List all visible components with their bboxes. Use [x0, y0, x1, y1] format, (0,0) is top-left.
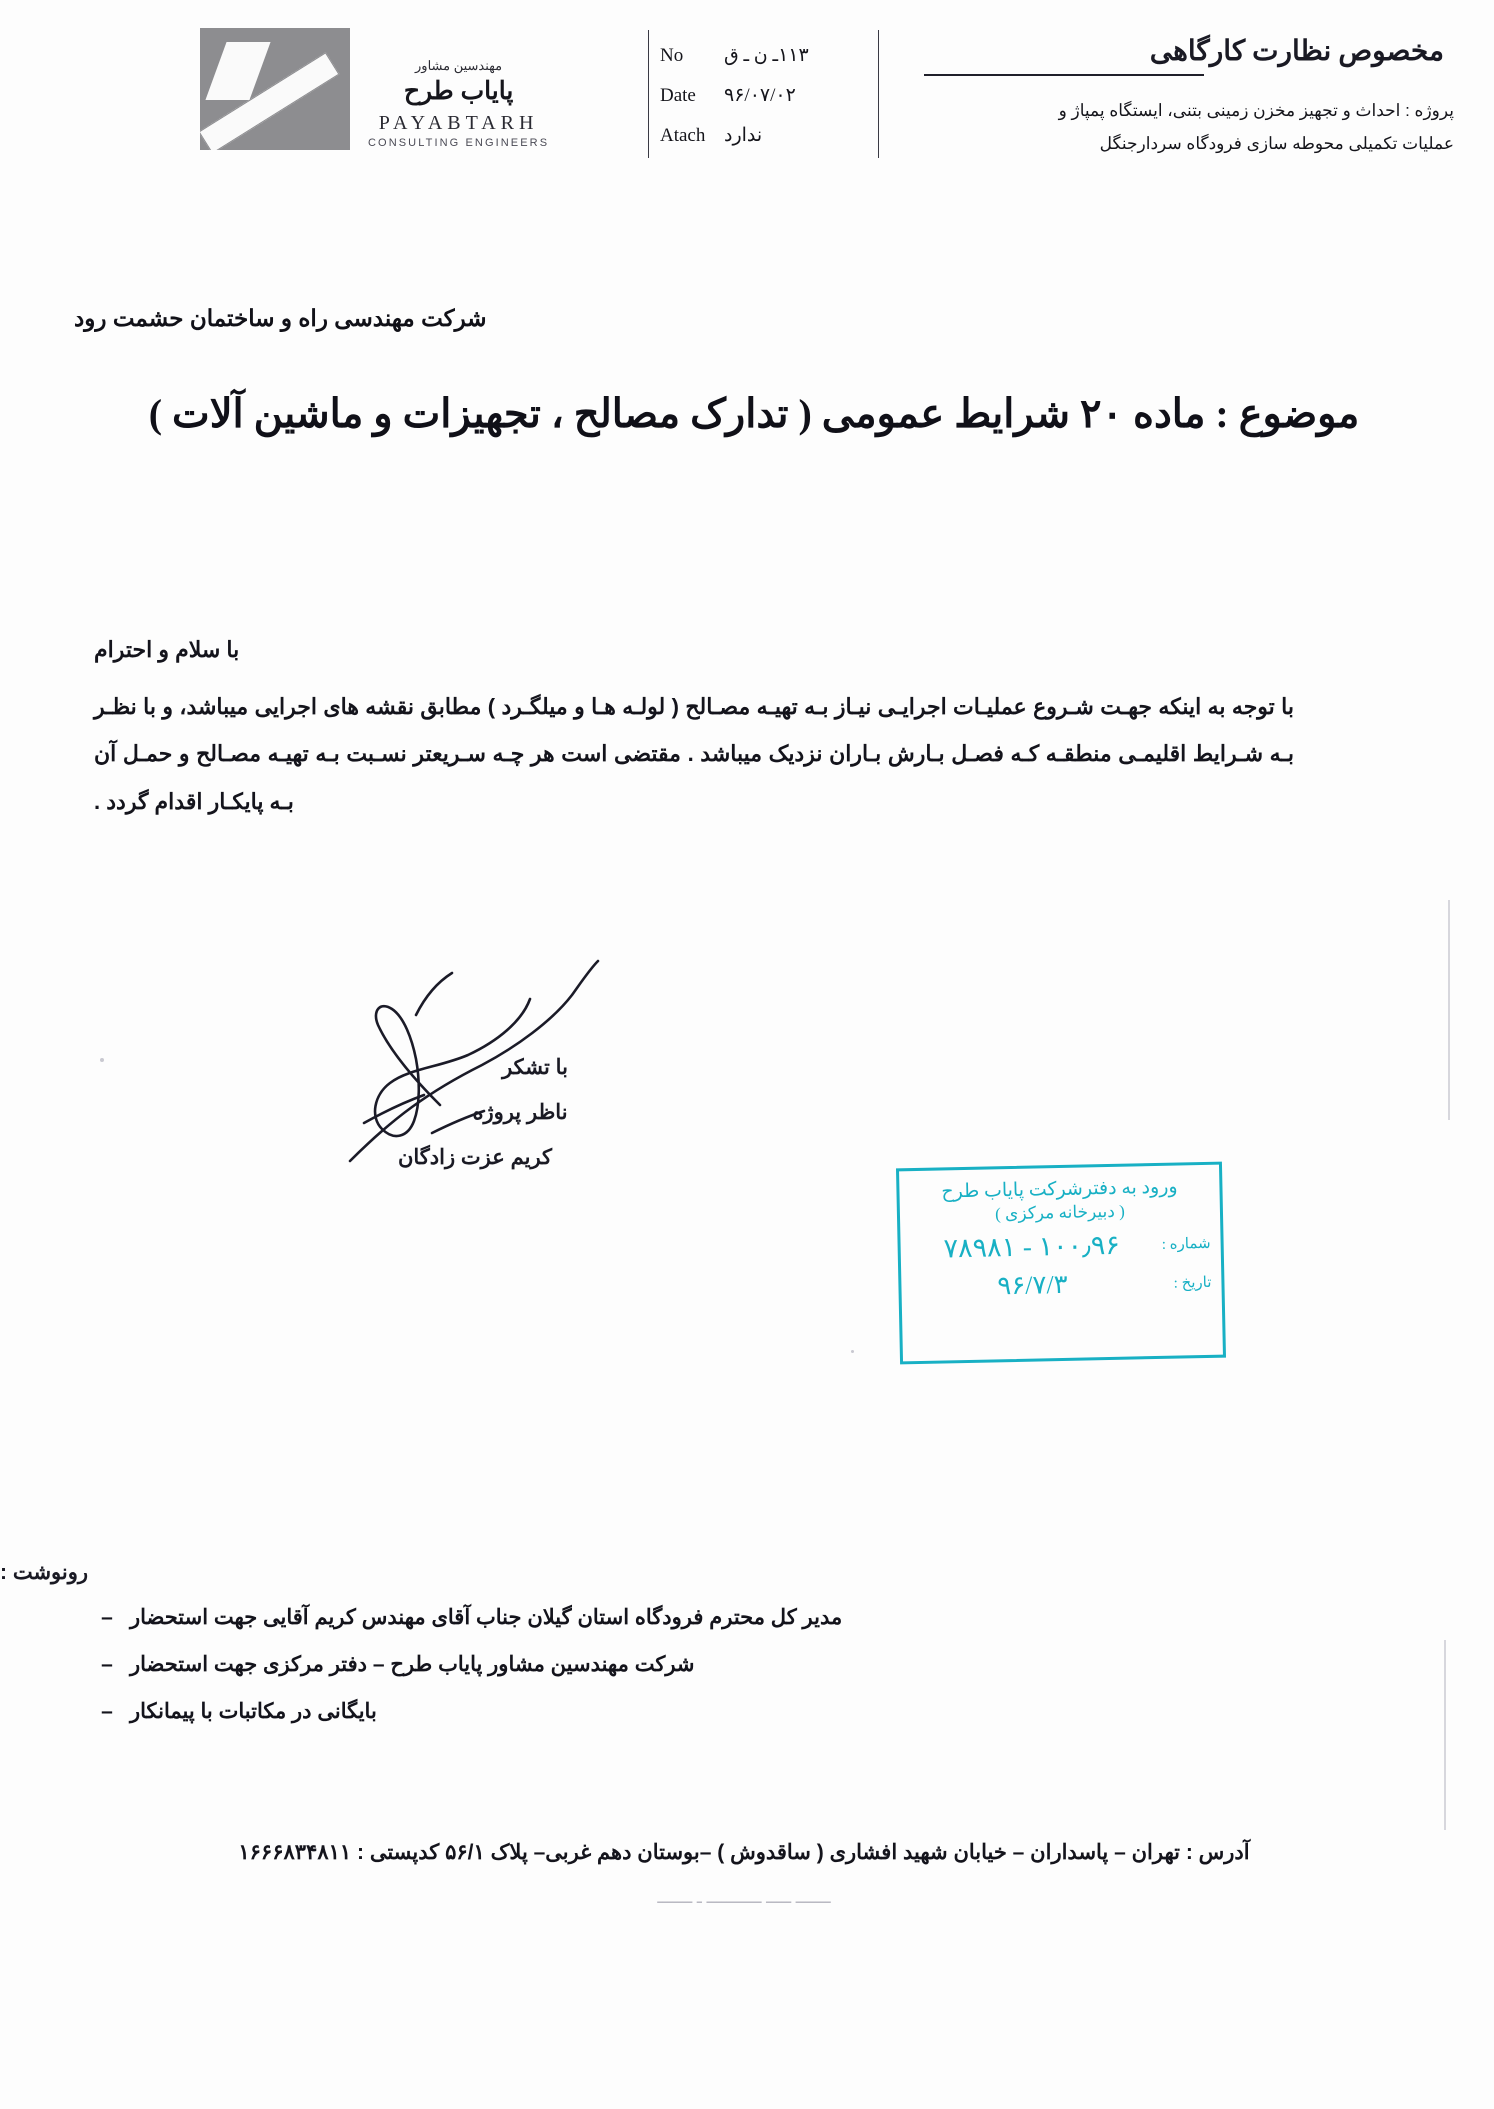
cc-item-text: مدیر کل محترم فرودگاه استان گیلان جناب آقای مهندس کریم آقایی جهت استحضار	[130, 1606, 843, 1629]
stamp-line-1: ورود به دفترشرکت پایاب طرح	[941, 1176, 1178, 1203]
scan-artifact-line	[1444, 1640, 1446, 1830]
stamp-date-label: تاریخ :	[1173, 1274, 1212, 1292]
cc-list-item	[84, 1605, 1094, 1630]
supervision-title: مخصوص نظارت کارگاهی	[1149, 36, 1444, 67]
cc-list	[84, 1605, 1094, 1746]
meta-row-date	[660, 84, 870, 124]
company-logo	[200, 28, 620, 163]
project-line-2: عملیات تکمیلی محوطه سازی فرودگاه سردارجنگل	[1099, 134, 1454, 154]
letter-body-paragraph: با توجه به اینکه جهـت شـروع عملیـات اجرایـی نیـاز بـه تهیـه مصـالح ( لولـه هـا و میلگـرد ) مطابق نقشه های اجرایی میباشد، و با نظـر بـه شـرایط اقلیمـی منطقـه کـه فصـل بـارش بـاران نزدیک میباشد . مقتضی است هر چـه سـریعتر نسـبت بـه تهیـه مصـالح و حمـل آن بـه پایکـار اقدام گردد .	[94, 694, 1294, 814]
logo-fa-small: مهندسين مشاور	[415, 58, 503, 73]
logo-fa-big: پایاب طرح	[403, 77, 514, 105]
supervision-underline	[924, 74, 1204, 76]
letter-subject: موضوع : ماده ۲۰ شرایط عمومی ( تدارک مصالح ، تجهیزات و ماشین آلات )	[148, 391, 1360, 436]
meta-label-no: No	[660, 45, 684, 66]
logo-en-small: CONSULTING ENGINEERS	[368, 137, 550, 149]
stamp-number-row	[900, 1228, 1221, 1266]
scan-speck	[100, 1058, 104, 1062]
footer-faded-line: ـــــــ ـــــ ـــــــــــ ـ ـــــــ	[657, 1888, 831, 1907]
meta-row-atach	[660, 124, 870, 164]
closing-thanks: با تشکر	[502, 1056, 568, 1079]
signer-name: کریم عزت زادگان	[397, 1146, 553, 1169]
project-description	[914, 94, 1454, 160]
logo-en-big: PAYABTARH	[378, 112, 539, 134]
meta-label-atach: Atach	[660, 125, 706, 146]
cc-bullet-dash: –	[101, 1700, 113, 1723]
registration-stamp	[896, 1162, 1226, 1365]
scan-speck	[851, 1350, 854, 1353]
letterhead-divider-right	[878, 30, 879, 158]
scan-artifact-line	[1448, 900, 1450, 1120]
letterhead-divider-left	[648, 30, 649, 158]
letterhead	[0, 18, 1494, 178]
footer-address: آدرس : تهران – پاسداران – خیابان شهید افشاری ( ساقدوش ) –بوستان دهم غربی– پلاک ۵۶/۱ کدپستی : ۱۶۶۶۸۳۴۸۱۱	[238, 1841, 1250, 1864]
supervision-block	[914, 34, 1454, 160]
letter-greeting: با سلام و احترام	[94, 637, 240, 662]
cc-list-item	[84, 1652, 1094, 1677]
meta-row-no	[660, 44, 870, 84]
stamp-line-2: ( دبیرخانه مرکزی )	[994, 1201, 1125, 1224]
stamp-date-row	[901, 1267, 1222, 1304]
letter-meta-table	[660, 44, 870, 164]
cc-item-text: بایگانی در مکاتبات با پیمانکار	[130, 1700, 377, 1723]
addressee-company: شرکت مهندسی راه و ساختمان حشمت رود	[74, 305, 487, 331]
cc-list-item	[84, 1699, 1094, 1724]
stamp-number-label: شماره :	[1161, 1235, 1211, 1253]
meta-label-date: Date	[660, 85, 696, 106]
meta-value-atach: ندارد	[724, 125, 763, 146]
meta-value-no: ۱۱۳ـ ن ـ ق	[724, 45, 809, 66]
stamp-number-value: ۱۰۰٫۹۶ - ۷۸۹۸۱	[943, 1229, 1121, 1264]
meta-value-date: ۹۶/۰۷/۰۲	[724, 85, 796, 106]
cc-bullet-dash: –	[101, 1606, 113, 1629]
payabtarh-logo-icon	[200, 28, 350, 150]
signer-role: ناظر پروژه	[472, 1101, 568, 1124]
cc-bullet-dash: –	[101, 1653, 113, 1676]
cc-item-text: شرکت مهندسین مشاور پایاب طرح – دفتر مرکزی جهت استحضار	[130, 1653, 695, 1676]
cc-title: رونوشت :	[0, 1561, 89, 1584]
project-line-1: پروژه : احداث و تجهیز مخزن زمینی بتنی، ایستگاه پمپاژ و	[1058, 101, 1454, 120]
logo-wordmark	[368, 28, 549, 149]
stamp-date-value: ۹۶/۷/۳	[997, 1269, 1068, 1301]
